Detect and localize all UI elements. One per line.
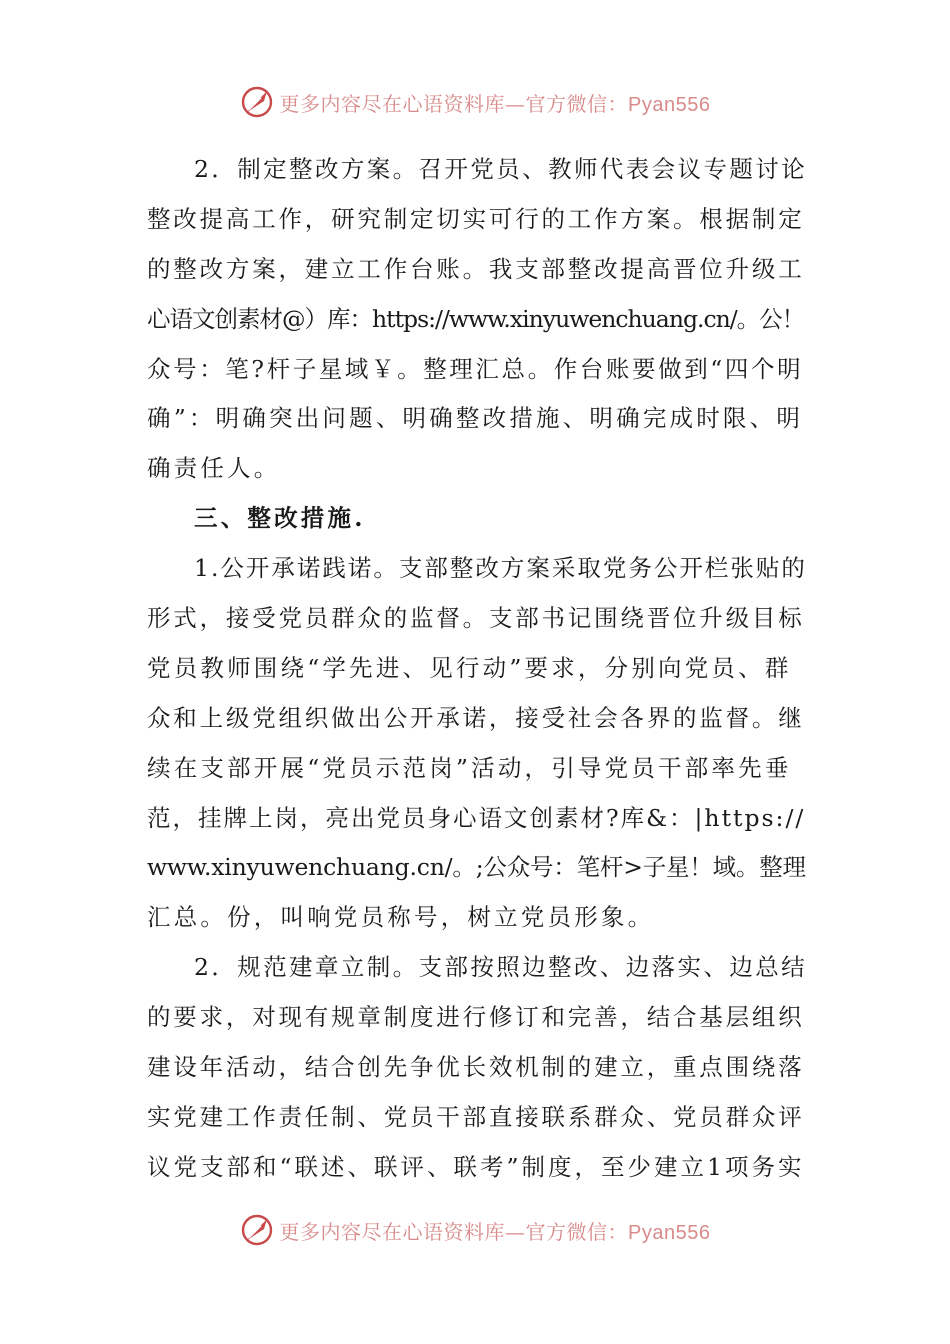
paragraph-line: 众号：笔?杆子星域￥。整理汇总。作台账要做到“四个明	[147, 354, 804, 383]
header-banner	[0, 80, 950, 124]
wechat-id: Pyan556	[628, 93, 711, 116]
footer-banner	[0, 1208, 950, 1252]
paragraph-line: 续在支部开展“党员示范岗”活动，引导党员干部率先垂	[147, 753, 792, 782]
paragraph-line: 整改提高工作，研究制定切实可行的工作方案。根据制定	[147, 204, 805, 233]
paragraph-line: 确责任人。	[147, 454, 281, 483]
paragraph-line: 心语文创素材@）库：https://www.xinyuwenchuang.cn/。公！	[147, 304, 805, 333]
banner-text: 更多内容尽在心语资料库—官方微信：Pyan556	[279, 91, 711, 116]
paragraph-line: 确”：明确突出问题、明确整改措施、明确完成时限、明	[147, 404, 804, 433]
paragraph-line: 议党支部和“联述、联评、联考”制度，至少建立1项务实	[147, 1152, 805, 1181]
paragraph-line: 2．制定整改方案。召开党员、教师代表会议专题讨论	[194, 155, 808, 183]
section-heading: 三、整改措施.	[194, 504, 366, 533]
paragraph-line: 的要求，对现有规章制度进行修订和完善，结合基层组织	[147, 1003, 805, 1032]
paragraph-line: 2．规范建章立制。支部按照边整改、边落实、边总结	[194, 953, 808, 982]
paragraph-line: 党员教师围绕“学先进、见行动”要求，分别向党员、群	[147, 653, 792, 682]
paragraph-line: 的整改方案，建立工作台账。我支部整改提高晋位升级工	[147, 254, 805, 283]
paragraph-line: 1.公开承诺践诺。支部整改方案采取党务公开栏张贴的	[194, 554, 807, 583]
paragraph-line: 众和上级党组织做出公开承诺，接受社会各界的监督。继	[147, 703, 805, 732]
wechat-id: Pyan556	[628, 1221, 711, 1244]
paragraph-line: 实党建工作责任制、党员干部直接联系群众、党员群众评	[147, 1102, 805, 1131]
paragraph-line: 汇总。份，叫响党员称号，树立党员形象。	[147, 903, 655, 932]
paragraph-line: www.xinyuwenchuang.cn/。;公众号：笔杆>子星！域。整理	[147, 853, 806, 882]
quill-logo-icon	[240, 1213, 274, 1247]
document-body	[147, 145, 807, 1193]
paragraph-line: 形式，接受党员群众的监督。支部书记围绕晋位升级目标	[147, 604, 805, 633]
banner-text: 更多内容尽在心语资料库—官方微信：Pyan556	[279, 1219, 711, 1244]
paragraph-line: 建设年活动，结合创先争优长效机制的建立，重点围绕落	[147, 1053, 805, 1082]
paragraph-line: 范，挂牌上岗，亮出党员身心语文创素材?库&：|https://	[147, 803, 806, 832]
quill-logo-icon	[240, 85, 274, 119]
